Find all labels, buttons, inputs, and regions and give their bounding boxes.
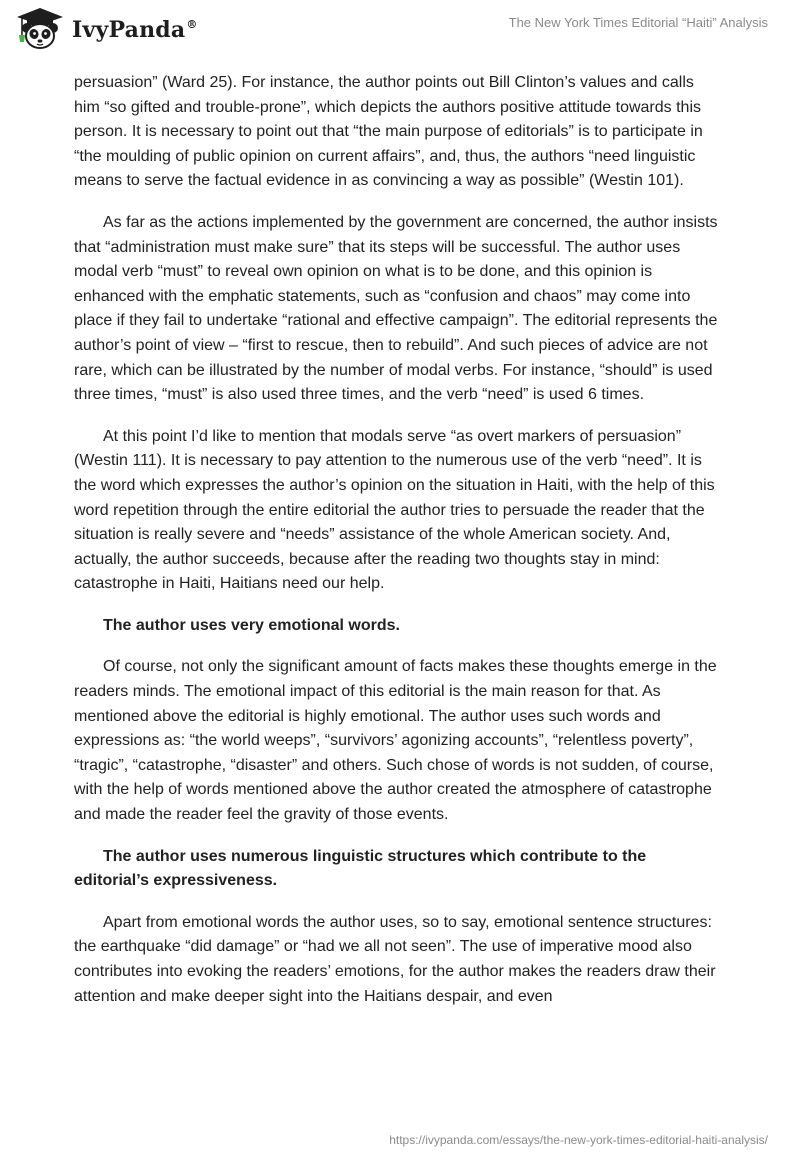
logo-name: IvyPanda <box>72 17 186 43</box>
essay-body <box>74 71 724 1026</box>
logo-registered-mark: ® <box>186 18 198 31</box>
section-heading: The author uses numerous linguistic structures which contribute to the editorial’s expressiveness. <box>74 847 647 890</box>
source-url[interactable]: https://ivypanda.com/essays/the-new-york-times-editorial-haiti-analysis/ <box>389 1133 768 1147</box>
page-header <box>0 0 800 60</box>
paragraph: Apart from emotional words the author uses, so to say, emotional sentence structures: the earthquake “did damage” or “had we all not seen”. The use of imperative mood also contributes into evoking the readers’ emotions, for the author makes the readers draw their attention and make deeper sight into the Haitians despair, and even <box>74 913 716 1005</box>
logo-wordmark <box>72 17 198 43</box>
document-title: The New York Times Editorial “Haiti” Analysis <box>508 15 768 30</box>
paragraph: Of course, not only the significant amount of facts makes these thoughts emerge in the readers minds. The emotional impact of this editorial is the main reason for that. As mentioned above the editorial is highly emotional. The author uses such words and expressions as: “the world weeps”, “survivors’ agonizing accounts”, “relentless poverty”, “tragic”, “catastrophe, “disaster” and others. Such chose of words is not sudden, of course, with the help of words mentioned above the author created the atmosphere of catastrophe and made the reader feel the gravity of those events. <box>74 658 717 824</box>
paragraph: At this point I’d like to mention that modals serve “as overt markers of persuasion” (Westin 111). It is necessary to pay attention to the numerous use of the verb “need”. It is the word which expresses the author’s opinion on the situation in Haiti, with the help of this word repetition through the entire editorial the author tries to persuade the reader that the situation is really severe and “needs” assistance of the whole American society. And, actually, the author succeeds, because after the reading two thoughts stay in mind: catastrophe in Haiti, Haitians need our help. <box>74 427 715 593</box>
ivypanda-logo[interactable] <box>14 6 198 50</box>
paragraph: As far as the actions implemented by the government are concerned, the author insists that “administration must make sure” that its steps will be successful. The author uses modal verb “must” to reveal own opinion on what is to be done, and this opinion is enhanced with the emphatic statements, such as “confusion and chaos” may come into place if they fail to undertake “rational and effective campaign”. The editorial represents the author’s point of view – “first to rescue, then to rebuild”. And such pieces of advice are not rare, which can be illustrated by the number of modal verbs. For instance, “should” is used three times, “must” is also used three times, and the verb “need” is used 6 times. <box>74 213 718 404</box>
panda-graduation-cap-icon <box>14 6 66 50</box>
section-heading: The author uses very emotional words. <box>103 616 400 634</box>
paragraph-continuation: persuasion” (Ward 25). For instance, the author points out Bill Clinton’s values and calls him “so gifted and trouble-prone”, which depicts the authors positive attitude towards this person. It is necessary to point out that “the main purpose of editorials” is to participate in “the moulding of public opinion on current affairs”, and, thus, the authors “need linguistic means to serve the factual evidence in as convincing a way as possible” (Westin 101). <box>74 74 703 190</box>
